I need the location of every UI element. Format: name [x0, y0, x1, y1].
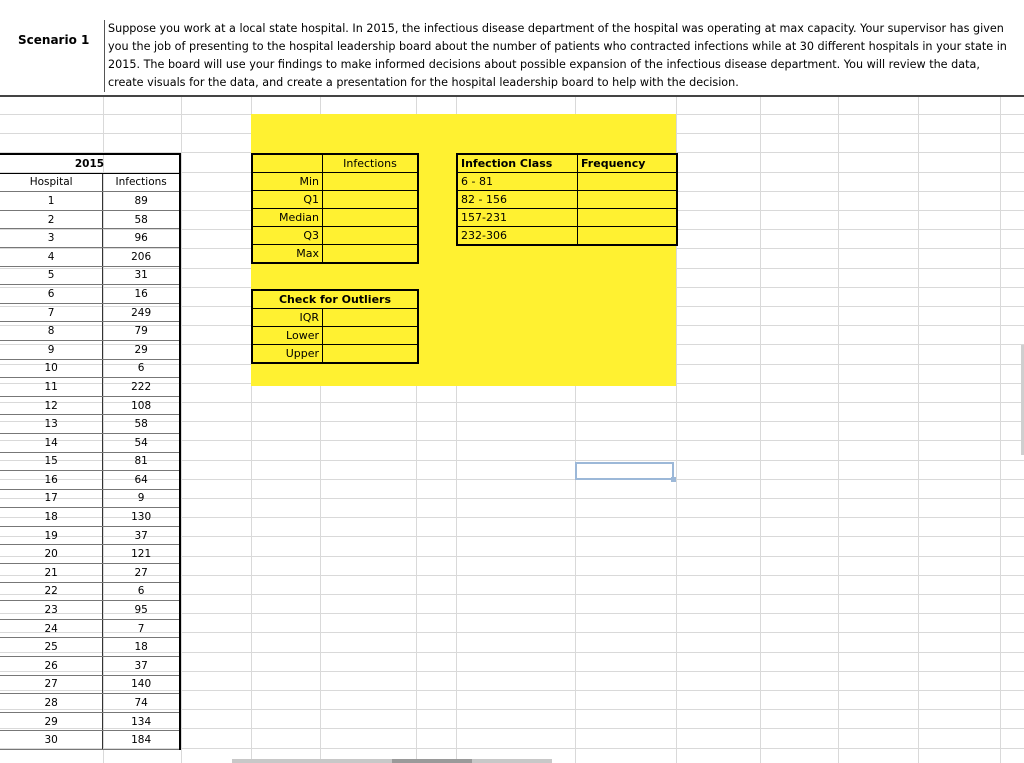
frequency-row — [457, 209, 677, 227]
grid-column-line — [1000, 96, 1001, 763]
infections-cell[interactable]: 37 — [103, 657, 180, 676]
infections-cell[interactable]: 81 — [103, 452, 180, 471]
year-header[interactable]: 2015 — [0, 154, 180, 173]
table-row — [0, 266, 180, 285]
table-row — [0, 452, 180, 471]
infections-cell[interactable]: 54 — [103, 433, 180, 452]
grid-column-line — [918, 96, 919, 763]
table-row — [0, 731, 180, 750]
infections-cell[interactable]: 108 — [103, 396, 180, 415]
hospital-cell[interactable]: 24 — [0, 619, 103, 638]
stats-value-cell[interactable] — [323, 173, 419, 191]
hospital-cell[interactable]: 1 — [0, 192, 103, 211]
stats-label[interactable]: Q1 — [252, 191, 323, 209]
table-row — [0, 564, 180, 583]
frequency-cell[interactable] — [578, 191, 678, 209]
frequency-row — [457, 173, 677, 191]
table-row — [0, 192, 180, 211]
hospital-cell[interactable]: 26 — [0, 657, 103, 676]
outliers-title[interactable]: Check for Outliers — [252, 290, 418, 309]
infections-cell[interactable]: 79 — [103, 322, 180, 341]
stats-header[interactable]: Infections — [323, 154, 419, 173]
summary-stats-table — [251, 153, 419, 264]
stats-row — [252, 227, 418, 245]
infections-cell[interactable]: 16 — [103, 285, 180, 304]
outliers-value-cell[interactable] — [323, 327, 419, 345]
infections-cell[interactable]: 130 — [103, 508, 180, 527]
stats-label[interactable]: Median — [252, 209, 323, 227]
infections-column-header[interactable]: Infections — [103, 173, 180, 192]
stats-value-cell[interactable] — [323, 191, 419, 209]
horizontal-scrollbar-thumb[interactable] — [392, 759, 472, 763]
hospital-column-header[interactable]: Hospital — [0, 173, 103, 192]
outliers-label[interactable]: Upper — [252, 345, 323, 364]
hospital-cell[interactable]: 5 — [0, 266, 103, 285]
outliers-row — [252, 345, 418, 364]
infections-cell[interactable]: 37 — [103, 526, 180, 545]
hospital-cell[interactable]: 17 — [0, 489, 103, 508]
hospital-cell[interactable]: 2 — [0, 210, 103, 229]
outliers-value-cell[interactable] — [323, 309, 419, 327]
stats-value-cell[interactable] — [323, 227, 419, 245]
infections-cell[interactable]: 64 — [103, 471, 180, 490]
infections-cell[interactable]: 96 — [103, 229, 180, 248]
frequency-cell[interactable] — [578, 209, 678, 227]
frequency-row — [457, 191, 677, 209]
hospital-cell[interactable]: 19 — [0, 526, 103, 545]
table-row — [0, 433, 180, 452]
infections-cell[interactable]: 206 — [103, 247, 180, 266]
outliers-label[interactable]: Lower — [252, 327, 323, 345]
table-row — [0, 694, 180, 713]
frequency-header[interactable]: Frequency — [578, 154, 678, 173]
infections-cell[interactable]: 58 — [103, 415, 180, 434]
hospital-cell[interactable]: 20 — [0, 545, 103, 564]
stats-label[interactable]: Q3 — [252, 227, 323, 245]
table-row — [0, 545, 180, 564]
hospital-cell[interactable]: 22 — [0, 582, 103, 601]
infections-cell[interactable]: 95 — [103, 601, 180, 620]
scenario-description-text: Suppose you work at a local state hospital. In 2015, the infectious disease department of the hospital was operating at max capacity. Your supervisor has given you the job of presenting to the hospital leadership board about the number of patients who contracted infections while at 30 different hospitals in your state in 2015. The board will use your findings to make informed decisions about possible expansion of the infectious disease department. You will review the data, create visuals for the data, and create a presentation for the hospital leadership board to help with the decision. — [108, 22, 1007, 89]
infection-class-cell[interactable]: 232-306 — [457, 227, 578, 246]
infections-cell[interactable]: 121 — [103, 545, 180, 564]
hospital-cell[interactable]: 25 — [0, 638, 103, 657]
infections-cell[interactable]: 184 — [103, 731, 180, 750]
hospital-infections-table — [0, 153, 181, 750]
infections-cell[interactable]: 6 — [103, 359, 180, 378]
hospital-cell[interactable]: 10 — [0, 359, 103, 378]
table-row — [0, 712, 180, 731]
infections-cell[interactable]: 7 — [103, 619, 180, 638]
table-row — [0, 247, 180, 266]
table-row — [0, 378, 180, 397]
hospital-cell[interactable]: 11 — [0, 378, 103, 397]
hospital-cell[interactable]: 16 — [0, 471, 103, 490]
table-row — [0, 322, 180, 341]
hospital-cell[interactable]: 21 — [0, 564, 103, 583]
table-row — [0, 489, 180, 508]
scenario-label: Scenario 1 — [18, 33, 90, 47]
stats-corner-cell[interactable] — [252, 154, 323, 173]
infections-cell[interactable]: 140 — [103, 675, 180, 694]
hospital-cell[interactable]: 3 — [0, 229, 103, 248]
hospital-cell[interactable]: 23 — [0, 601, 103, 620]
table-row — [0, 210, 180, 229]
outliers-row — [252, 309, 418, 327]
grid-column-line — [760, 96, 761, 763]
hospital-cell[interactable]: 30 — [0, 731, 103, 750]
table-row — [0, 285, 180, 304]
hospital-cell[interactable]: 6 — [0, 285, 103, 304]
scenario-description[interactable] — [104, 20, 1017, 92]
infections-cell[interactable]: 222 — [103, 378, 180, 397]
table-row — [0, 601, 180, 620]
hospital-cell[interactable]: 7 — [0, 303, 103, 322]
table-row — [0, 657, 180, 676]
frequency-table — [456, 153, 678, 246]
infections-cell[interactable]: 74 — [103, 694, 180, 713]
grid-column-line — [838, 96, 839, 763]
grid-column-line — [181, 96, 182, 763]
infections-cell[interactable]: 27 — [103, 564, 180, 583]
hospital-cell[interactable]: 12 — [0, 396, 103, 415]
hospital-cell[interactable]: 14 — [0, 433, 103, 452]
table-row — [0, 229, 180, 248]
infections-cell[interactable]: 89 — [103, 192, 180, 211]
infection-class-cell[interactable]: 6 - 81 — [457, 173, 578, 191]
frequency-cell[interactable] — [578, 227, 678, 246]
stats-row — [252, 209, 418, 227]
infections-cell[interactable]: 9 — [103, 489, 180, 508]
infections-cell[interactable]: 134 — [103, 712, 180, 731]
table-row — [0, 582, 180, 601]
outliers-row — [252, 327, 418, 345]
outliers-value-cell[interactable] — [323, 345, 419, 364]
hospital-cell[interactable]: 8 — [0, 322, 103, 341]
hospital-cell[interactable]: 27 — [0, 675, 103, 694]
infections-cell[interactable]: 31 — [103, 266, 180, 285]
hospital-cell[interactable]: 9 — [0, 340, 103, 359]
table-row — [0, 415, 180, 434]
stats-label[interactable]: Min — [252, 173, 323, 191]
hospital-cell[interactable]: 15 — [0, 452, 103, 471]
frequency-cell[interactable] — [578, 173, 678, 191]
table-row — [0, 471, 180, 490]
table-row — [0, 303, 180, 322]
stats-row — [252, 173, 418, 191]
hospital-cell[interactable]: 18 — [0, 508, 103, 527]
infections-cell[interactable]: 58 — [103, 210, 180, 229]
stats-label[interactable]: Max — [252, 245, 323, 264]
table-row — [0, 619, 180, 638]
infection-class-cell[interactable]: 157-231 — [457, 209, 578, 227]
outliers-table — [251, 289, 419, 364]
table-row — [0, 508, 180, 527]
infections-cell[interactable]: 18 — [103, 638, 180, 657]
stats-value-cell[interactable] — [323, 245, 419, 264]
stats-row — [252, 191, 418, 209]
hospital-cell[interactable]: 4 — [0, 247, 103, 266]
selected-cell[interactable] — [575, 462, 674, 480]
table-row — [0, 359, 180, 378]
table-row — [0, 675, 180, 694]
infection-class-header[interactable]: Infection Class — [457, 154, 578, 173]
table-row — [0, 638, 180, 657]
stats-row — [252, 245, 418, 264]
scenario-divider — [0, 95, 1024, 97]
infections-cell[interactable]: 249 — [103, 303, 180, 322]
hospital-cell[interactable]: 28 — [0, 694, 103, 713]
table-row — [0, 396, 180, 415]
infections-cell[interactable]: 29 — [103, 340, 180, 359]
stats-value-cell[interactable] — [323, 209, 419, 227]
infection-class-cell[interactable]: 82 - 156 — [457, 191, 578, 209]
table-row — [0, 526, 180, 545]
hospital-cell[interactable]: 29 — [0, 712, 103, 731]
frequency-row — [457, 227, 677, 246]
outliers-label[interactable]: IQR — [252, 309, 323, 327]
infections-cell[interactable]: 6 — [103, 582, 180, 601]
table-row — [0, 340, 180, 359]
hospital-cell[interactable]: 13 — [0, 415, 103, 434]
